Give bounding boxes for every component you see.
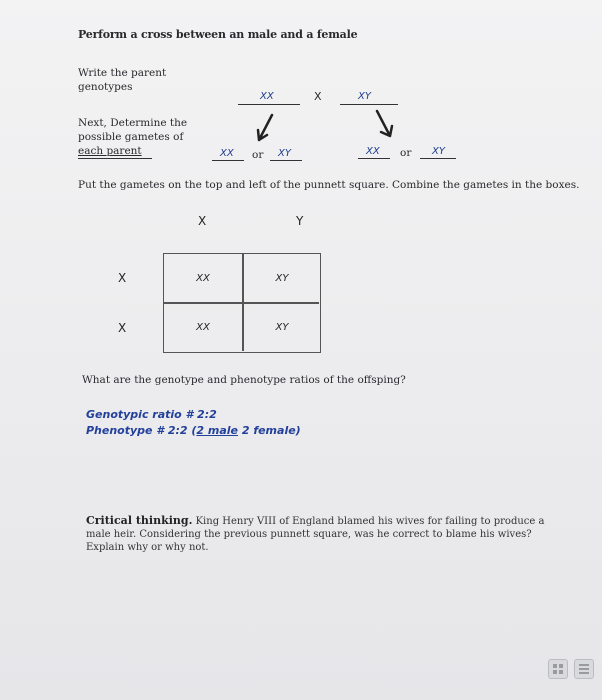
left-or: or — [252, 149, 264, 161]
gamete-prompt-underline — [78, 158, 152, 159]
critical-thinking-label: Critical thinking. — [86, 514, 193, 527]
page-title: Perform a cross between an male and a female — [78, 28, 358, 41]
right-gamete-a: XX — [366, 146, 380, 157]
right-gamete-b-blank[interactable] — [420, 145, 456, 159]
punnett-left-2: X — [118, 321, 127, 335]
instructions: Put the gametes on the top and left of the punnett square. Combine the gametes in the boxes. — [78, 179, 580, 191]
parent-prompt-line2: genotypes — [78, 81, 133, 93]
left-gamete-a: XX — [220, 148, 234, 159]
gamete-prompt-line1: Next, Determine the — [78, 117, 188, 129]
right-gamete-b: XY — [432, 146, 445, 157]
punnett-top-2: Y — [296, 214, 304, 228]
genotypic-ratio-answer: Genotypic ratio # 2:2 — [86, 408, 217, 421]
phenotype-ratio-answer — [86, 424, 301, 437]
punnett-cell[interactable]: XY — [275, 273, 289, 284]
gamete-prompt-line2: possible gametes of — [78, 131, 184, 143]
male-genotype-blank[interactable] — [340, 90, 398, 105]
punnett-cell[interactable]: XX — [196, 273, 210, 284]
parent-prompt-line1: Write the parent — [78, 67, 167, 79]
female-genotype: XX — [260, 91, 274, 102]
phenotype-prefix: Phenotype # 2:2 ( — [86, 424, 197, 437]
male-genotype: XY — [358, 91, 371, 102]
phenotype-suffix: 2 female) — [238, 424, 301, 437]
right-gamete-a-blank[interactable] — [358, 145, 390, 159]
right-arrow-icon — [372, 108, 398, 142]
right-or: or — [400, 147, 412, 159]
left-arrow-icon — [252, 112, 278, 146]
cross-symbol: X — [314, 90, 322, 103]
punnett-cell[interactable]: XY — [275, 322, 289, 333]
critical-thinking-text: King Henry VIII of England blamed his wives for failing to produce a male heir. Considering the previous punnett square, was he correct to blame his wives? Explain why or why not. — [86, 516, 545, 553]
punnett-left-1: X — [118, 271, 127, 285]
document-view-icon[interactable] — [574, 659, 594, 679]
punnett-top-1: X — [198, 214, 207, 228]
female-genotype-blank[interactable] — [238, 90, 300, 105]
phenotype-male: 2 male — [196, 424, 238, 437]
left-gamete-b: XY — [278, 148, 291, 159]
grid-view-icon[interactable] — [548, 659, 568, 679]
ratio-question: What are the genotype and phenotype ratios of the offsping? — [82, 374, 406, 386]
gamete-prompt-line3: each parent — [78, 145, 142, 157]
punnett-cell[interactable]: XX — [196, 322, 210, 333]
punnett-square — [163, 253, 321, 353]
critical-thinking-question — [86, 514, 566, 554]
left-gamete-a-blank[interactable] — [212, 147, 244, 161]
left-gamete-b-blank[interactable] — [270, 147, 302, 161]
